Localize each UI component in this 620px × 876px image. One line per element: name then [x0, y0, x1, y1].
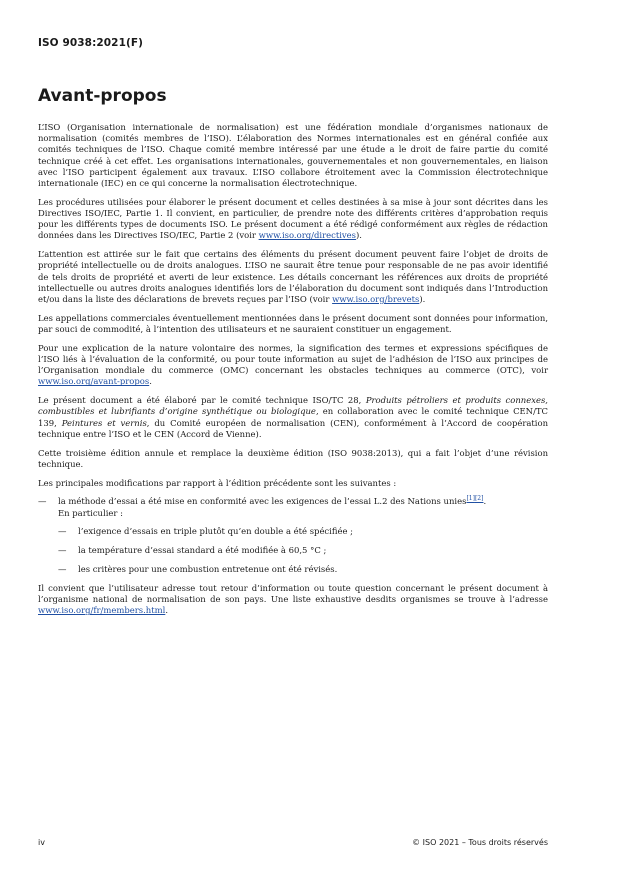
changes-list-item: [38, 496, 548, 518]
change-sub-3: les critères pour une combustion entretenue ont été révisés.: [78, 564, 338, 575]
foreword-link[interactable]: www.iso.org/avant-propos: [38, 376, 150, 387]
directives-link[interactable]: www.iso.org/directives: [258, 230, 357, 241]
committee-title-italic: Produits pétroliers et produits connexes, combustibles et lubrifiants d’origine synthétique ou biologique: [38, 395, 548, 417]
committee-text-c: , en collaboration avec le comité technique CEN/TC 139,: [38, 406, 548, 428]
change-main-text: la méthode d’essai a été mise en conformité avec les exigences de l’essai L.2 des Nations unies: [58, 496, 467, 507]
paragraph-procedures: [38, 197, 548, 242]
changes-sublist-item: [58, 526, 548, 537]
change-main-continuation: En particulier :: [58, 507, 123, 518]
patents-link[interactable]: www.iso.org/brevets: [332, 294, 420, 305]
paragraph-edition: Cette troisième édition annule et remplace la deuxième édition (ISO 9038:2013), qui a fait l’objet d’une révision technique.: [38, 447, 548, 469]
foreword-body: [38, 122, 548, 624]
change-main-end: .: [483, 496, 487, 507]
paragraph-patents: [38, 249, 548, 305]
paragraph-patents-text: L’attention est attirée sur le fait que certains des éléments du présent document peuvent faire l’objet de droits de propriété intellectuelle ou de droits analogues. L’ISO ne saurait être tenue pour responsable de ne pas avoir identifié de tels droits de propriété et averti de leur existence. Les détails concernant les références aux droits de propriété intellectuelle ou autres droits analogues identifiés lors de l’élaboration du document sont indiqués dans l’Introduction et/ou dans la liste des déclarations de brevets reçues par l’ISO (voir: [38, 249, 548, 305]
paragraph-committee: [38, 395, 548, 440]
paragraph-procedures-end: ).: [356, 230, 362, 241]
cen-committee-italic: Peintures et vernis: [61, 417, 147, 428]
paragraph-feedback-text: Il convient que l’utilisateur adresse tout retour d’information ou toute question concernant le présent document à l’organisme national de normalisation de son pays. Une liste exhaustive desdits organismes se trouve à l’adresse: [38, 582, 548, 605]
paragraph-voluntary-nature-end: .: [149, 376, 152, 387]
paragraph-voluntary-nature-text: Pour une explication de la nature volontaire des normes, la signification des termes et expressions spécifiques de l’ISO liés à l’évaluation de la conformité, ou pour toute information au sujet de l’adhésion de l’ISO aux principes de l’Organisation mondiale du commerce (OMC) concernant les obstacles techniques au commerce (OTC), voir: [38, 342, 548, 376]
dash-marker: —: [58, 564, 67, 575]
paragraph-procedures-text: Les procédures utilisées pour élaborer le présent document et celles destinées à sa mise à jour sont décrites dans les Directives ISO/IEC, Partie 1. Il convient, en particulier, de prendre note des différents critères d’approbation requis pour les différents types de documents ISO. Le présent document a été rédigé conformément aux règles de rédaction données dans les Directives ISO/IEC, Partie 2 (voir: [38, 196, 548, 241]
copyright-notice: © ISO 2021 – Tous droits réservés: [412, 838, 548, 847]
members-link[interactable]: www.iso.org/fr/members.html: [38, 605, 166, 616]
dash-marker: —: [38, 496, 47, 507]
paragraph-feedback-end: .: [165, 605, 168, 616]
paragraph-trade-names: Les appellations commerciales éventuellement mentionnées dans le présent document sont données pour information, par souci de commodité, à l’intention des utilisateurs et ne sauraient constituer un engagement.: [38, 312, 548, 335]
dash-marker: —: [58, 526, 67, 537]
paragraph-changes-intro: Les principales modifications par rapport à l’édition précédente sont les suivantes :: [38, 477, 397, 488]
changes-sublist-item: [58, 545, 548, 556]
reference-2-link[interactable]: [2]: [474, 495, 484, 503]
committee-text-a: Le présent document a été élaboré par le comité technique ISO/TC 28,: [38, 395, 366, 406]
page-title: Avant-propos: [38, 86, 167, 106]
page-number: iv: [38, 838, 45, 847]
dash-marker: —: [58, 545, 67, 556]
paragraph-feedback: [38, 583, 548, 617]
change-sub-2: la température d’essai standard a été modifiée à 60,5 °C ;: [78, 545, 327, 556]
document-identifier: ISO 9038:2021(F): [38, 37, 144, 49]
paragraph-iso-overview: L’ISO (Organisation internationale de normalisation) est une fédération mondiale d’organismes nationaux de normalisation (comités membres de l’ISO). L’élaboration des Normes internationales est en général confiée aux comités techniques de l’ISO. Chaque comité membre intéressé par une étude a le droit de faire partie du comité technique créé à cet effet. Les organisations internationales, gouvernementales et non gouvernementales, en liaison avec l’ISO participent également aux travaux. L’ISO collabore étroitement avec la Commission électrotechnique internationale (IEC) en ce qui concerne la normalisation électrotechnique.: [38, 122, 548, 189]
changes-sublist-item: [58, 564, 548, 575]
committee-text-e: , du Comité européen de normalisation (CEN), conformément à l’Accord de coopération technique entre l’ISO et le CEN (Accord de Vienne).: [38, 417, 549, 439]
paragraph-voluntary-nature: [38, 343, 548, 388]
change-sub-1: l’exigence d’essais en triple plutôt qu’en double a été spécifiée ;: [78, 526, 353, 537]
paragraph-patents-end: ).: [419, 294, 426, 305]
reference-1-link[interactable]: [1]: [466, 495, 475, 503]
